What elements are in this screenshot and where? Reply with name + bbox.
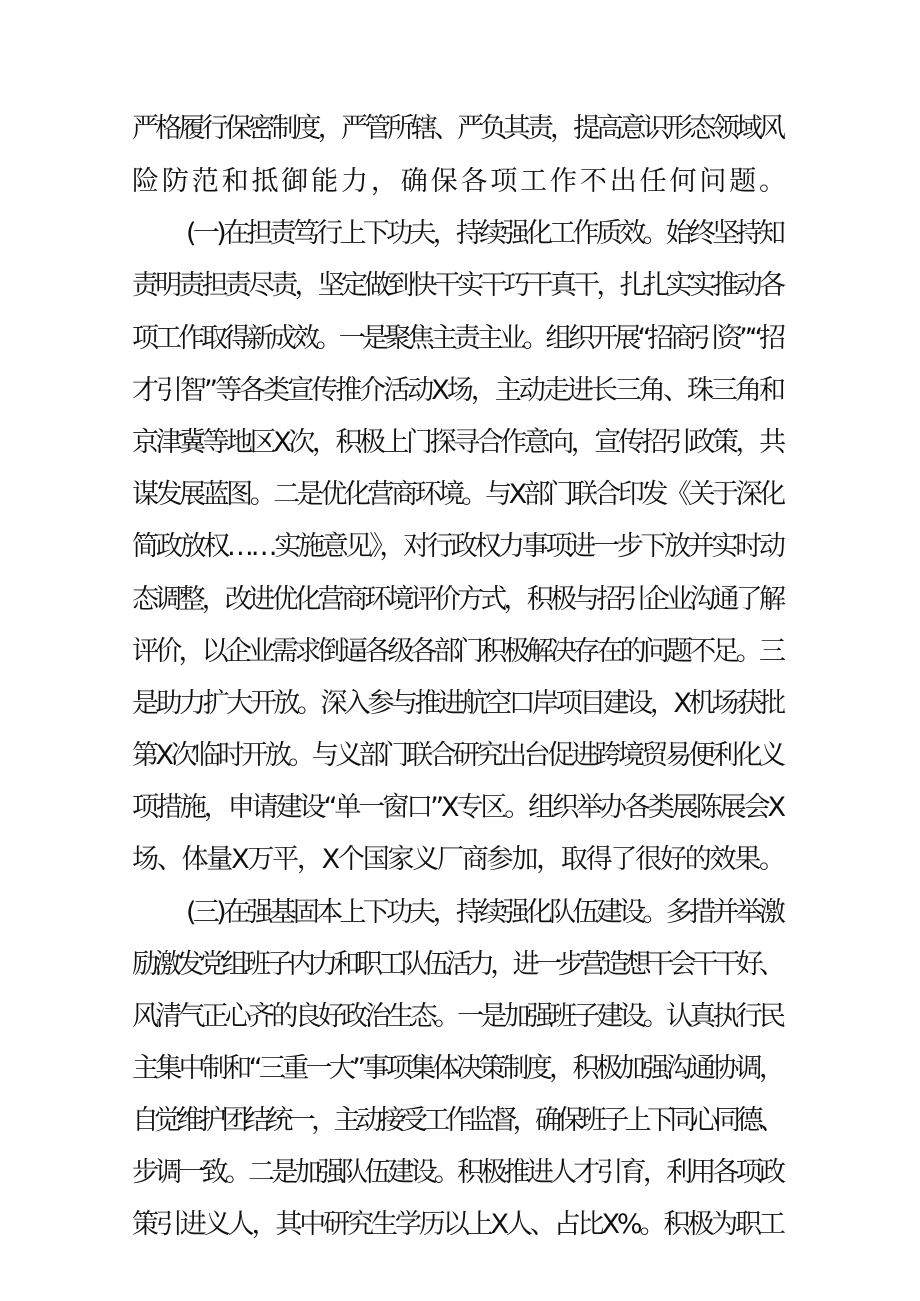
paragraph-1-line-13-text: 场、体量X万平，X个国家义厂商参加，取得了很好的效果。 — [132, 844, 784, 875]
paragraph-1-line-1 — [0, 214, 920, 254]
paragraph-1-line-12 — [0, 788, 920, 828]
paragraph-2-line-4-text: 主集中制和“三重一大”事项集体决策制度，积极加强沟通协调， — [132, 1053, 783, 1084]
paragraph-1-line-5-text: 京津冀等地区X次，积极上门探寻合作意向，宣传招引政策，共 — [132, 427, 783, 458]
paragraph-1-line-7 — [0, 527, 920, 567]
paragraph-2-line-3-text: 风清气正心齐的良好政治生态。一是加强班子建设。认真执行民 — [132, 1001, 783, 1032]
text-line-2 — [0, 162, 920, 202]
paragraph-2-line-2 — [0, 945, 920, 985]
paragraph-2-line-1 — [0, 893, 920, 933]
text-line-2-text: 险防范和抵御能力，确保各项工作不出任何问题。 — [132, 166, 789, 197]
paragraph-1-line-8 — [0, 580, 920, 620]
paragraph-1-line-1-text: (一)在担责笃行上下功夫，持续强化工作质效。始终坚持知 — [186, 218, 783, 249]
paragraph-2-line-7-text: 策引进义人，其中研究生学历以上X人、占比X%。积极为职工 — [132, 1209, 783, 1240]
paragraph-2-line-7 — [0, 1205, 920, 1245]
paragraph-2-line-4 — [0, 1049, 920, 1089]
paragraph-1-line-3-text: 项工作取得新成效。一是聚焦主责主业。组织开展“招商引资”“招 — [132, 323, 783, 354]
paragraph-1-line-2 — [0, 266, 920, 306]
paragraph-2-line-2-text: 励激发党组班子内力和职工队伍活力，进一步营造想干会干干好、 — [132, 949, 782, 980]
text-line-1 — [0, 109, 920, 149]
paragraph-2-line-6-text: 步调一致。二是加强队伍建设。积极推进人才引育，利用各项政 — [132, 1157, 783, 1188]
paragraph-2-line-1-text: (三)在强基固本上下功夫，持续强化队伍建设。多措并举激 — [186, 897, 783, 928]
paragraph-1-line-5 — [0, 423, 920, 463]
paragraph-1-line-6-text: 谋发展蓝图。二是优化营商环境。与X部门联合印发《关于深化 — [132, 479, 783, 510]
paragraph-2-line-5 — [0, 1101, 920, 1141]
paragraph-1-line-8-text: 态调整，改进优化营商环境评价方式，积极与招引企业沟通了解 — [132, 584, 783, 615]
paragraph-1-line-3 — [0, 319, 920, 359]
text-line-1-text: 严格履行保密制度，严管所辖、严负其责，提高意识形态领域风 — [132, 113, 783, 144]
paragraph-1-line-9 — [0, 632, 920, 672]
paragraph-1-line-11 — [0, 736, 920, 776]
paragraph-2-line-6 — [0, 1153, 920, 1193]
paragraph-2-line-3 — [0, 997, 920, 1037]
paragraph-1-line-11-text: 第X次临时开放。与义部门联合研究出台促进跨境贸易便利化义 — [132, 740, 783, 771]
paragraph-1-line-10-text: 是助力扩大开放。深入参与推进航空口岸项目建设，X机场获批 — [132, 688, 783, 719]
paragraph-1-line-10 — [0, 684, 920, 724]
paragraph-1-line-4-text: 才引智”等各类宣传推介活动X场，主动走进长三角、珠三角和 — [132, 375, 784, 406]
paragraph-1-line-9-text: 评价，以企业需求倒逼各级各部门积极解决存在的问题不足。三 — [132, 636, 783, 667]
paragraph-1-line-2-text: 责明责担责尽责，坚定做到快干实干巧干真干，扎扎实实推动各 — [132, 270, 783, 301]
paragraph-1-line-4 — [0, 371, 920, 411]
paragraph-2-line-5-text: 自觉维护团结统一，主动接受工作监督，确保班子上下同心同德、 — [132, 1105, 782, 1136]
paragraph-1-line-7-text: 简政放权……实施意见》，对行政权力事项进一步下放并实时动 — [132, 531, 783, 562]
paragraph-1-line-6 — [0, 475, 920, 515]
paragraph-1-line-13 — [0, 840, 920, 880]
paragraph-1-line-12-text: 项措施，申请建设“单一窗口”X专区。组织举办各类展陈展会X — [132, 792, 783, 823]
